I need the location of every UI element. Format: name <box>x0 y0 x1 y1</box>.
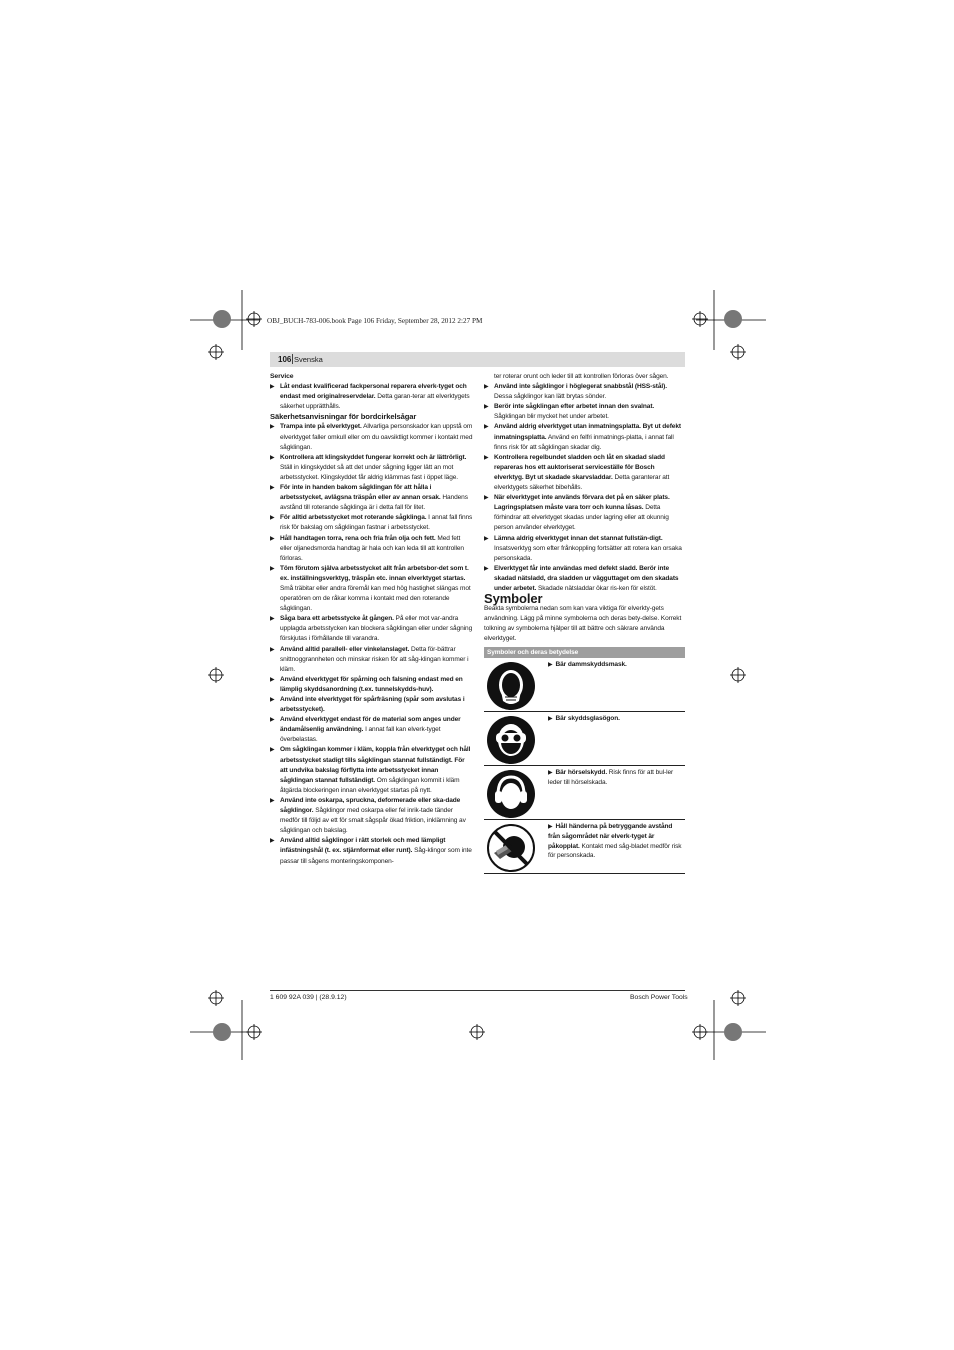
list-item: ▶ Använd alltid sågklingor i rätt storlek och med lämpligt infästningshål (t. ex. stjärnformat eller runt). Såg-klingor som inte passar till sågens monteringskomponen- <box>270 837 472 865</box>
arrow-icon: ▶ <box>270 717 275 724</box>
list-item: ▶ Trampa inte på elverktyget. Allvarliga personskador kan uppstå om elverktyget faller omkull eller om du oavsiktligt kommer i kontakt med sågklingan. <box>270 423 473 451</box>
arrow-icon: ▶ <box>270 616 275 623</box>
keep-hands-away-icon <box>486 823 536 873</box>
arrow-icon: ▶ <box>270 797 275 804</box>
symbol-row <box>484 658 685 712</box>
arrow-icon: ▶ <box>484 535 489 542</box>
list-item: ▶ Använd inte sågklingor i höglegerat snabbstål (HSS-stål). Dessa sågklingor kan lätt brytas sönder. <box>484 383 667 401</box>
list-item: ▶ Om sågklingan kommer i kläm, koppla från elverktyget och håll arbetsstycket stadigt tills sågklingan stannat fullständigt. För att undvika bakslag förflytta inte arbetsstycket innan sågklingan stannat fullständigt. Om sågklingan kommit i kläm åtgärda blockeringen innan elverktyget startas på nytt. <box>270 746 471 794</box>
symbols-heading: Symboler <box>484 591 543 607</box>
list-item: ▶ För inte in handen bakom sågklingan för att hålla i arbetsstycket, avlägsna träspån eller av annan orsak. Handens avstånd till roterande sågklinga är i detta fall för litet. <box>270 484 468 512</box>
symbol-description: ▶ Bär hörselskydd. Risk finns för att bul-ler leder till hörselskada. <box>548 768 674 787</box>
list-item: ▶ Använd elverktyget för spårning och falsning endast med en lämplig skyddsanordning (t.ex. tunnelskydds-huv). <box>270 675 463 693</box>
continued-text: ter roterar orunt och leder till att kontrollen förloras över sågen. <box>494 373 669 380</box>
arrow-icon: ▶ <box>270 697 275 703</box>
arrow-icon: ▶ <box>548 769 553 776</box>
footer-doc-number: 1 609 92A 039 | (28.9.12) <box>270 994 347 1001</box>
arrow-icon: ▶ <box>270 454 275 461</box>
list-item: ▶ Berör inte sågklingan efter arbetet innan den svalnat. Sågklingan blir mycket het under arbetet. <box>484 403 655 421</box>
arrow-icon: ▶ <box>270 515 275 522</box>
list-item: ▶ Kontrollera att klingskyddet fungerar korrekt och är lättrörligt. Ställ in klingskyddet så att det under sågning ligger lätt an mot arbetsstycket. Klingskyddet får aldrig klämmas fast i öppet läge. <box>270 453 467 481</box>
list-item: ▶ Kontrollera regelbundet sladden och låt en skadad sladd repareras hos ett auktoriserat serviceställe för Bosch elverktyg. Byt ut skadade skarvsladdar. Detta garanterar att elverktygets säkerhet bibehålls. <box>484 453 670 492</box>
list-item: ▶ Använd inte oskarpa, spruckna, deformerade eller ska-dade sågklingor. Sågklingor med oskarpa eller fel inrik-tade tänder medför till följd av ett för smalt sågspår ökad friktion, inklämning av sågklingan och bakslag. <box>270 796 466 835</box>
arrow-icon: ▶ <box>484 454 489 461</box>
arrow-icon: ▶ <box>548 715 553 722</box>
arrow-icon: ▶ <box>270 565 275 572</box>
arrow-icon: ▶ <box>484 495 489 502</box>
arrow-icon: ▶ <box>270 384 275 391</box>
arrow-icon: ▶ <box>270 485 275 492</box>
arrow-icon: ▶ <box>270 646 275 653</box>
symbols-intro: Beakta symbolerna nedan som kan vara viktiga för elverkty-gets användning. Lägg på minne symbolerna och deras bety-delse. Korrekt tolkning av symbolerna hjälper till att bättre och säkrare använda elverktyget. <box>484 605 682 643</box>
list-item: ▶ Lämna aldrig elverktyget innan det stannat fullstän-digt. Insatsverktyg som efter frånkoppling fortsätter att rotera kan orsaka personskada. <box>484 534 682 562</box>
arrow-icon: ▶ <box>484 565 489 572</box>
symbols-table-header: Symboler och deras betydelse <box>484 647 685 658</box>
section-heading: Säkerhetsanvisningar för bordcirkelsågar <box>270 412 417 422</box>
arrow-icon: ▶ <box>270 838 275 845</box>
safety-list <box>270 422 473 866</box>
page-header-bar <box>270 352 685 367</box>
footer-brand: Bosch Power Tools <box>630 994 688 1001</box>
list-item: ▶ När elverktyget inte används förvara det på en säker plats. Lagringsplatsen måste vara torr och kunna låsas. Detta förhindrar att elverktyget skadas under lagring eller att okunnig person använder elverktyget. <box>484 494 670 532</box>
left-column <box>270 372 473 867</box>
list-item: ▶ Töm förutom själva arbetsstycket allt från arbetsbor-det som t. ex. inställningsverktyg, träspån etc. innan elverktyget startas. Små träbitar eller andra föremål kan med hög hastighet slängas mot operatören om de råkar komma i kontakt med den roterande sågklingan. <box>270 564 471 613</box>
symbol-description: ▶ Håll händerna på betryggande avstånd från sågområdet när elverk-tyget är påkopplat. Kontakt med såg-bladet medför risk för personskada. <box>548 822 682 860</box>
safety-goggles-icon <box>486 715 536 765</box>
list-item: ▶ Använd alltid parallell- eller vinkelanslaget. Detta för-bättrar snittnoggrannheten och minskar risken för att såg-klingan kommer i kläm. <box>270 645 469 673</box>
dust-mask-icon <box>486 661 536 711</box>
list-item: ▶ Elverktyget får inte användas med defekt sladd. Berör inte skadad nätsladd, dra sladden ur vägguttaget om den skadats under arbetet. Skadade nätsladdar ökar ris-ken för elstöt. <box>484 564 679 592</box>
right-column <box>484 372 685 874</box>
ear-protection-icon <box>486 769 536 819</box>
list-item: ▶ Håll handtagen torra, rena och fria från olja och fett. Med fett eller oljanedsmorda handtag är hala och kan leda till att kontrollen förloras. <box>270 534 464 562</box>
list-item: ▶ Använd elverktyget endast för de material som anges under ändamålsenlig användning. I annat fall kan elverk-tyget överbelastas. <box>270 716 461 744</box>
symbols-table <box>484 658 685 874</box>
service-heading: Service <box>270 373 294 380</box>
symbol-row <box>484 766 685 820</box>
arrow-icon: ▶ <box>484 424 489 431</box>
print-slug: OBJ_BUCH-783-006.book Page 106 Friday, September 28, 2012 2:27 PM <box>267 317 483 325</box>
arrow-icon: ▶ <box>548 823 553 830</box>
arrow-icon: ▶ <box>270 676 275 683</box>
safety-list-continued <box>484 382 685 594</box>
arrow-icon: ▶ <box>270 424 275 431</box>
symbol-row <box>484 712 685 766</box>
footer-rule <box>270 990 685 991</box>
header-divider <box>292 354 293 364</box>
page-number: 106 <box>278 355 292 364</box>
list-item: ▶ Använd aldrig elverktyget utan inmatningsplatta. Byt ut defekt inmatningsplatta. Använd en felfri inmatnings-platta, i annat fall finns risk för att sågklingan skadar dig. <box>484 423 681 451</box>
arrow-icon: ▶ <box>484 404 489 411</box>
list-item: ▶ Använd inte elverktyget för spårfräsning (spår som avslutas i arbetsstycket). <box>270 696 465 714</box>
arrow-icon: ▶ <box>270 747 275 754</box>
list-item: ▶ Såga bara ett arbetsstycke åt gången. På eller mot var-andra upplagda arbetsstycken kan blockera sågklingan eller under sågning förskjutas i förhållande till varandra. <box>270 615 473 643</box>
arrow-icon: ▶ <box>484 384 489 391</box>
page-language: Svenska <box>294 355 323 364</box>
arrow-icon: ▶ <box>270 535 275 542</box>
service-item: ▶ Låt endast kvalificerad fackpersonal reparera elverk-tyget och endast med originalreservdelar. Detta garan-terar att elverktygets säkerhet upprätthålls. <box>270 383 470 411</box>
symbol-description: ▶ Bär dammskyddsmask. <box>548 660 627 668</box>
arrow-icon: ▶ <box>548 661 553 668</box>
symbol-description: ▶ Bär skyddsglasögon. <box>548 714 620 722</box>
symbol-row <box>484 820 685 874</box>
list-item: ▶ För alltid arbetsstycket mot roterande sågklinga. I annat fall finns risk för bakslag om sågklingan fastnar i arbetsstycket. <box>270 514 473 532</box>
